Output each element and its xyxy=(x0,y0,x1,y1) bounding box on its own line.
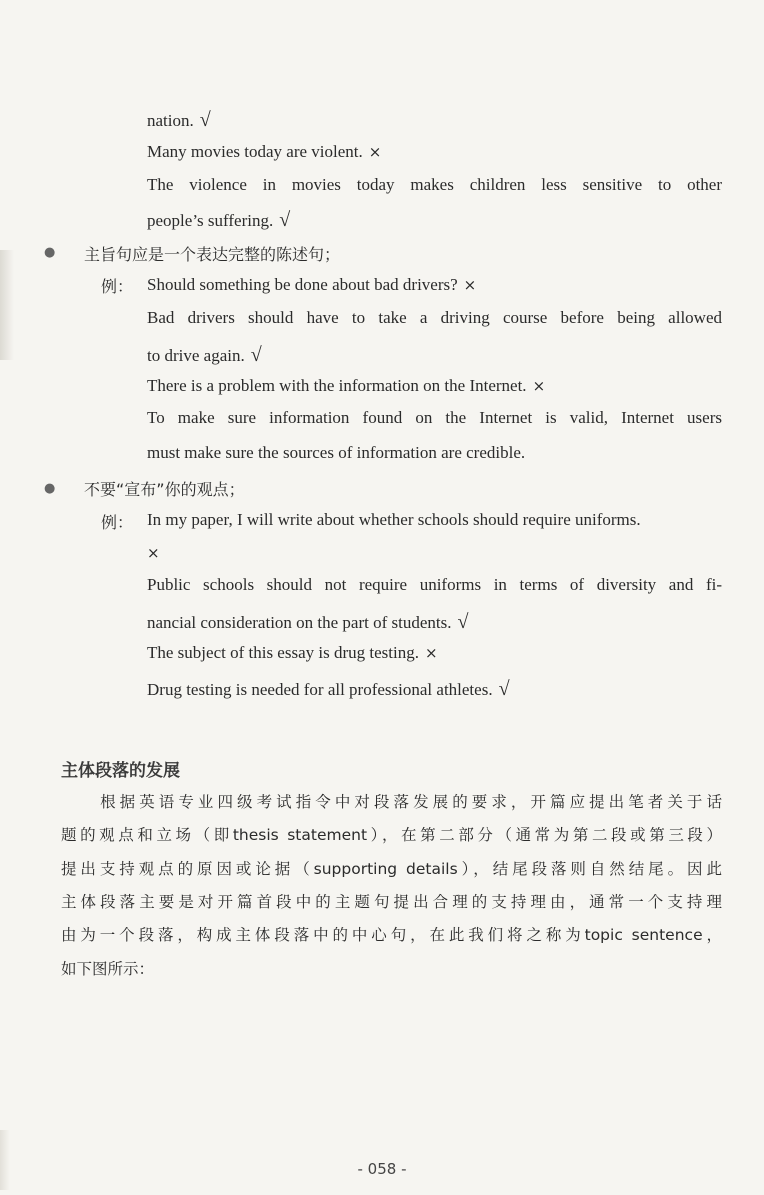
page-edge-shadow xyxy=(0,250,14,360)
paragraph-line: 提出支持观点的原因或论据（supporting details），结尾段落则自然结尾。因此 xyxy=(61,860,722,878)
example-line xyxy=(147,343,262,367)
cross-mark-icon: × xyxy=(147,544,160,562)
example-text: Many movies today are violent. xyxy=(147,142,363,161)
example-text: to drive again. xyxy=(147,346,245,365)
example-line xyxy=(147,677,510,701)
example-line xyxy=(147,610,468,634)
example-text: The subject of this essay is drug testing. xyxy=(147,643,419,662)
example-line: To make sure information found on the Internet is valid, Internet users xyxy=(147,408,722,427)
example-line xyxy=(147,275,476,295)
example-line xyxy=(147,208,290,232)
example-line xyxy=(147,108,211,132)
paragraph-line: 根据英语专业四级考试指令中对段落发展的要求，开篇应提出笔者关于话 xyxy=(61,793,722,811)
page-number: - 058 - xyxy=(357,1160,407,1178)
check-mark-icon: √ xyxy=(498,678,510,700)
bullet-text: 主旨句应是一个表达完整的陈述句； xyxy=(84,245,341,264)
example-label: 例： xyxy=(101,513,134,532)
example-line xyxy=(147,376,545,396)
cross-mark-icon: × xyxy=(424,644,438,662)
example-text: people’s suffering. xyxy=(147,211,274,230)
example-line: Bad drivers should have to take a driving course before being allowed xyxy=(147,308,722,327)
paragraph-line: 主体段落主要是对开篇首段中的主题句提出合理的支持理由，通常一个支持理 xyxy=(61,893,722,911)
example-text: Drug testing is needed for all professional athletes. xyxy=(147,680,493,699)
example-line: Public schools should not require uniforms in terms of diversity and fi- xyxy=(147,575,722,594)
check-mark-icon: √ xyxy=(199,109,211,131)
example-line: The violence in movies today makes children less sensitive to other xyxy=(147,175,722,194)
cross-mark-icon: × xyxy=(368,143,382,161)
paragraph-line: 由为一个段落，构成主体段落中的中心句，在此我们将之称为topic sentence， xyxy=(61,926,722,944)
check-mark-icon: √ xyxy=(457,611,469,633)
example-text: There is a problem with the information on the Internet. xyxy=(147,376,527,395)
example-line xyxy=(147,643,438,663)
bullet-text: 不要“宣布”你的观点； xyxy=(84,480,245,499)
example-line xyxy=(147,142,381,162)
cross-mark-icon: × xyxy=(463,276,477,294)
example-text: nancial consideration on the part of students. xyxy=(147,613,452,632)
example-text: Should something be done about bad drivers? xyxy=(147,275,458,294)
section-heading: 主体段落的发展 xyxy=(61,761,180,781)
example-text: nation. xyxy=(147,111,194,130)
check-mark-icon: √ xyxy=(279,209,291,231)
paragraph-line: 如下图所示： xyxy=(61,960,155,978)
example-line: must make sure the sources of information are credible. xyxy=(147,443,526,462)
example-line xyxy=(147,543,160,563)
bullet-icon: ● xyxy=(44,245,56,260)
check-mark-icon: √ xyxy=(250,344,262,366)
example-label: 例： xyxy=(101,277,134,296)
cross-mark-icon: × xyxy=(532,377,546,395)
paragraph-line: 题的观点和立场（即thesis statement），在第二部分（通常为第二段或第三段） xyxy=(61,826,722,844)
example-line: In my paper, I will write about whether schools should require uniforms. xyxy=(147,510,641,529)
bullet-icon: ● xyxy=(44,481,56,496)
